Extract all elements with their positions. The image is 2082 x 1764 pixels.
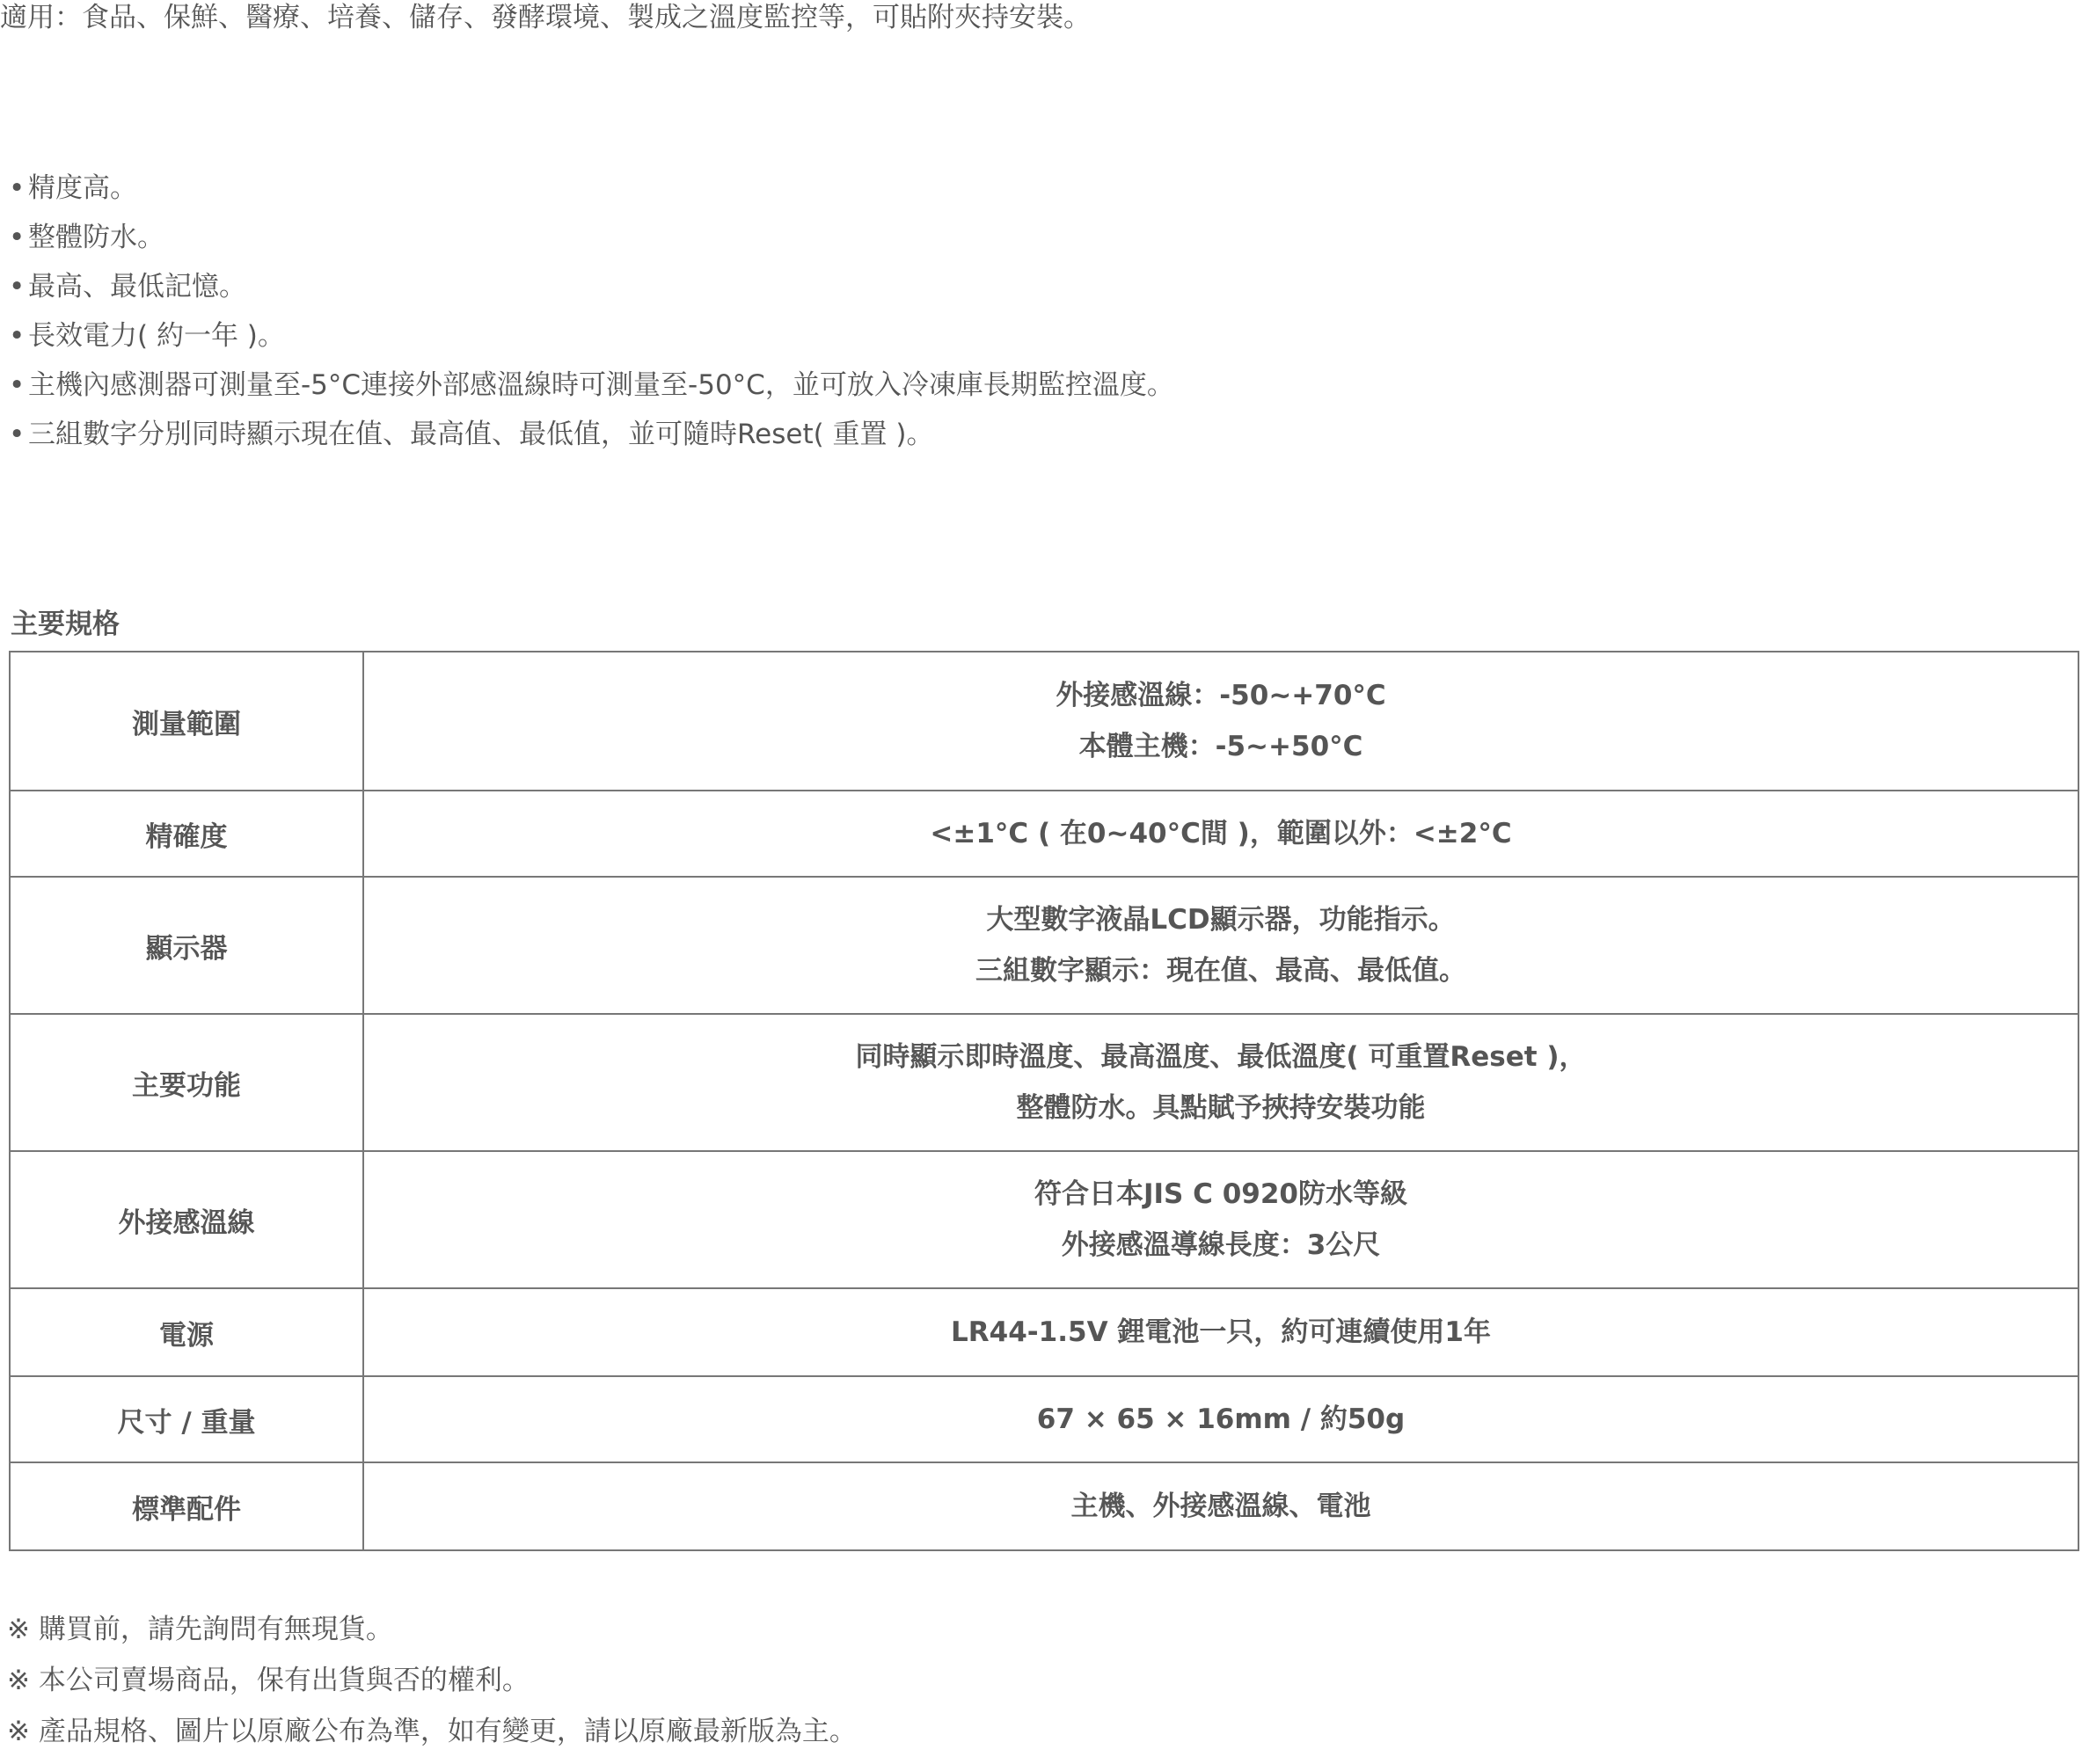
- feature-item: [9, 366, 1174, 415]
- table-row: [10, 1014, 2078, 1151]
- spec-label: 測量範圍: [10, 652, 363, 791]
- intro-text: 適用：食品、保鮮、醫療、培養、儲存、發酵環境、製成之溫度監控等，可貼附夾持安裝。: [0, 2, 1091, 33]
- spec-value-line: 同時顯示即時溫度、最高溫度、最低溫度( 可重置Reset )，: [855, 1041, 1587, 1073]
- note-item: ※ 購買前，請先詢問有無現貨。: [7, 1614, 393, 1645]
- feature-text: 整體防水。: [28, 222, 164, 253]
- feature-text: 長效電力( 約一年 )。: [28, 320, 285, 352]
- table-row: [10, 652, 2078, 791]
- spec-value: [363, 1288, 2078, 1376]
- spec-label: 外接感溫線: [10, 1151, 363, 1288]
- bullet-icon: •: [9, 222, 26, 253]
- bullet-icon: •: [9, 320, 26, 352]
- feature-item: [9, 267, 1174, 317]
- spec-value-line: 外接感溫導線長度：3公尺: [1061, 1229, 1381, 1261]
- spec-value-line: 符合日本JIS C 0920防水等級: [1034, 1178, 1407, 1210]
- feature-text: 三組數字分別同時顯示現在值、最高值、最低值，並可隨時Reset( 重置 )。: [28, 419, 934, 450]
- spec-value: [363, 1014, 2078, 1151]
- feature-text: 最高、最低記憶。: [28, 271, 246, 303]
- spec-value: [363, 1462, 2078, 1550]
- feature-list: [9, 169, 1174, 464]
- spec-value: [363, 652, 2078, 791]
- bullet-icon: •: [9, 271, 26, 303]
- spec-value: [363, 791, 2078, 877]
- table-row: [10, 1376, 2078, 1462]
- spec-label: 主要功能: [10, 1014, 363, 1151]
- spec-value-line: 本體主機：-5~+50°C: [1078, 731, 1363, 762]
- spec-value-line: 外接感溫線：-50~+70°C: [1056, 680, 1386, 711]
- spec-label: 標準配件: [10, 1462, 363, 1550]
- feature-text: 精度高。: [28, 172, 137, 204]
- spec-value: [363, 1151, 2078, 1288]
- spec-label: 顯示器: [10, 877, 363, 1014]
- note-item: ※ 產品規格、圖片以原廠公布為準，如有變更，請以原廠最新版為主。: [7, 1716, 857, 1747]
- spec-heading: 主要規格: [11, 609, 120, 640]
- spec-value: [363, 877, 2078, 1014]
- spec-table: [9, 651, 2079, 1551]
- spec-value-line: 大型數字液晶LCD顯示器，功能指示。: [986, 904, 1456, 936]
- bullet-icon: •: [9, 369, 26, 401]
- table-row: [10, 1151, 2078, 1288]
- table-row: [10, 1288, 2078, 1376]
- feature-item: [9, 169, 1174, 218]
- bullet-icon: •: [9, 419, 26, 450]
- spec-value-line: 主機、外接感溫線、電池: [1070, 1491, 1371, 1522]
- bullet-icon: •: [9, 172, 26, 204]
- table-row: [10, 791, 2078, 877]
- spec-value: [363, 1376, 2078, 1462]
- note-item: ※ 本公司賣場商品，保有出貨與否的權利。: [7, 1665, 530, 1696]
- spec-value-line: 三組數字顯示：現在值、最高、最低值。: [975, 955, 1466, 987]
- feature-item: [9, 415, 1174, 464]
- spec-label: 尺寸 / 重量: [10, 1376, 363, 1462]
- feature-item: [9, 218, 1174, 267]
- table-row: [10, 877, 2078, 1014]
- spec-value-line: 67 × 65 × 16mm / 約50g: [1036, 1403, 1406, 1435]
- feature-item: [9, 317, 1174, 366]
- spec-value-line: 整體防水。具點賦予挾持安裝功能: [1016, 1092, 1426, 1124]
- feature-text: 主機內感測器可測量至-5°C連接外部感溫線時可測量至-50°C，並可放入冷凍庫長期監控溫度。: [28, 369, 1174, 401]
- spec-label: 電源: [10, 1288, 363, 1376]
- spec-value-line: <±1°C ( 在0~40°C間 )，範圍以外：<±2°C: [930, 818, 1512, 849]
- spec-value-line: LR44-1.5V 鋰電池一只，約可連續使用1年: [951, 1316, 1491, 1348]
- spec-label: 精確度: [10, 791, 363, 877]
- notes-list: [7, 1611, 857, 1764]
- table-row: [10, 1462, 2078, 1550]
